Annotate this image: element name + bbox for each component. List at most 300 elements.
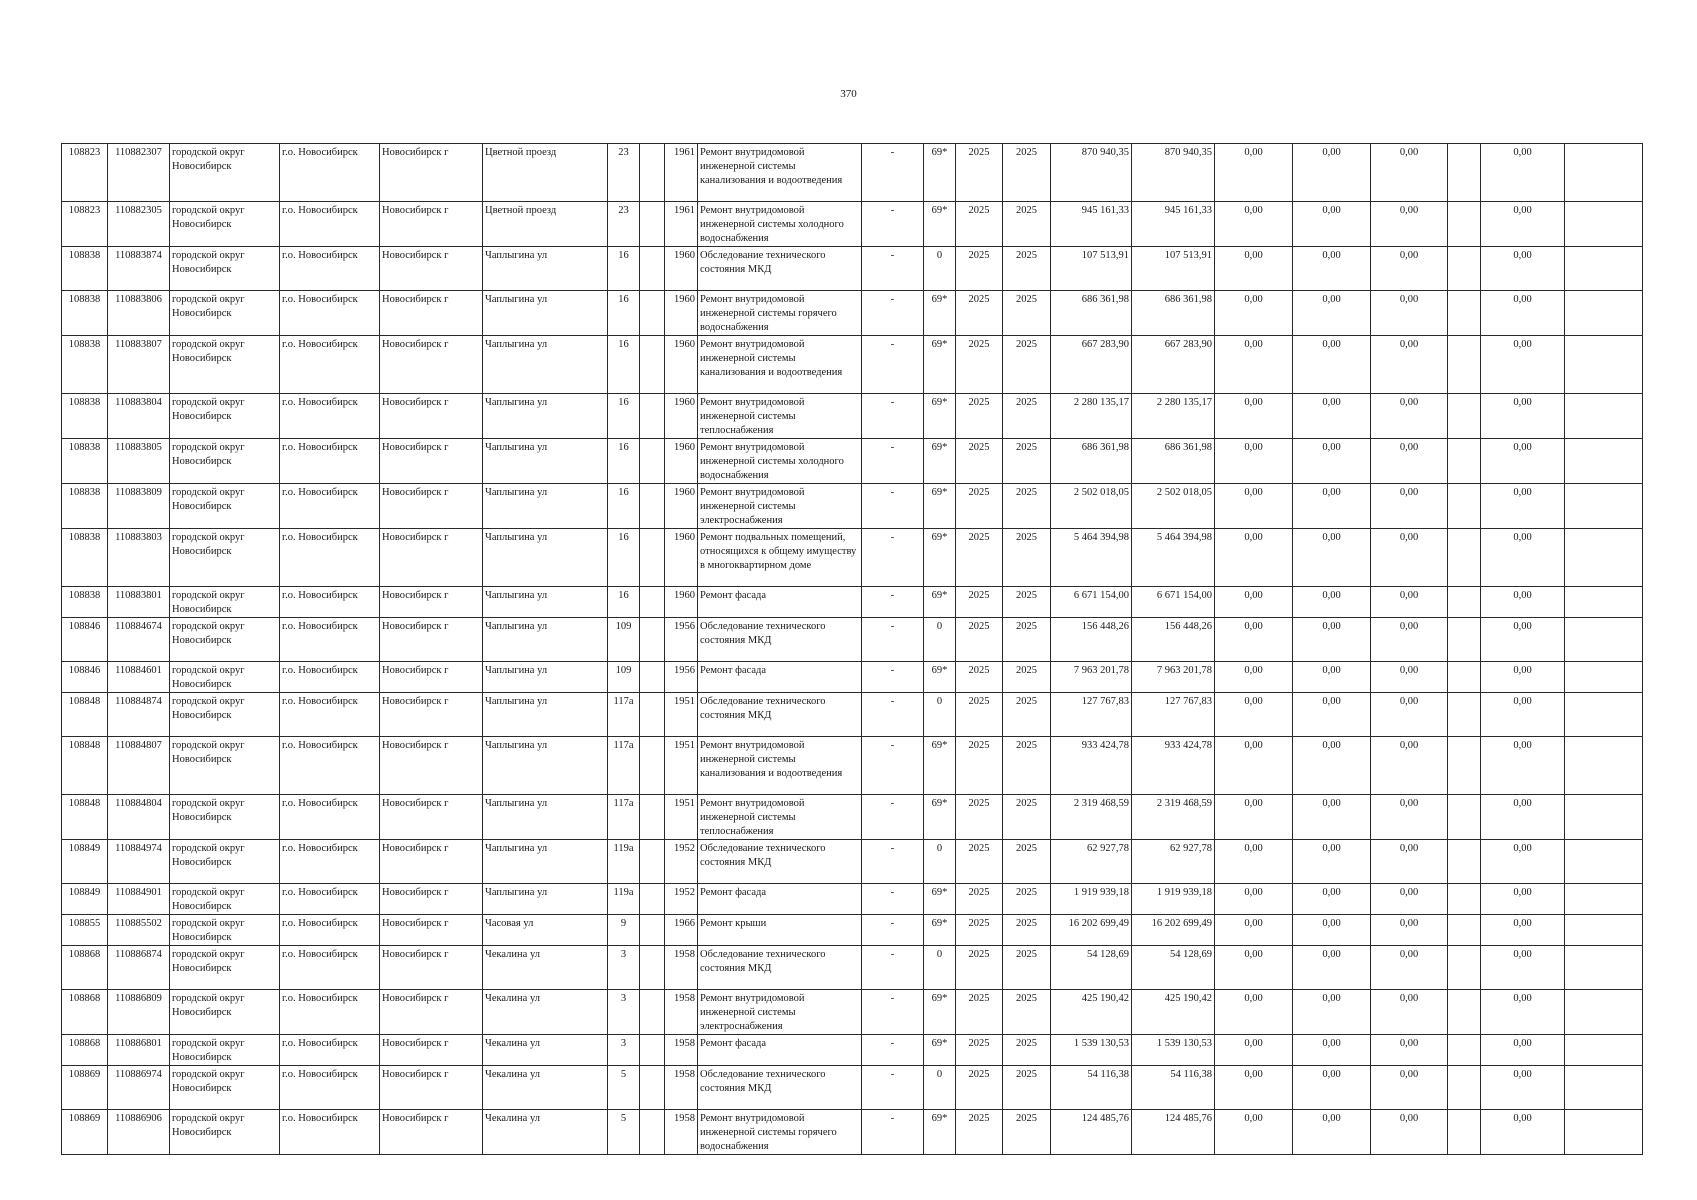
cell-norm-code: 69* bbox=[924, 587, 956, 618]
cell-regional-funds: 0,00 bbox=[1293, 394, 1371, 439]
cell-total-cost: 156 448,26 bbox=[1051, 618, 1132, 662]
cell-reserve-field bbox=[1448, 439, 1481, 484]
cell-owner-funds: 0,00 bbox=[1481, 587, 1565, 618]
cell-reserve-field bbox=[1448, 1066, 1481, 1110]
cell-regional-funds: 0,00 bbox=[1293, 587, 1371, 618]
cell-reserve-field bbox=[1448, 1035, 1481, 1066]
cell-year-built: 1951 bbox=[665, 737, 698, 795]
cell-fund-cost: 2 280 135,17 bbox=[1132, 394, 1215, 439]
cell-street: Чаплыгина ул bbox=[483, 884, 608, 915]
cell-total-cost: 54 116,38 bbox=[1051, 1066, 1132, 1110]
cell-fund-cost: 686 361,98 bbox=[1132, 439, 1215, 484]
cell-street: Чекалина ул bbox=[483, 1035, 608, 1066]
cell-federal-funds: 0,00 bbox=[1215, 291, 1293, 336]
cell-norm-code: 0 bbox=[924, 693, 956, 737]
cell-reserve-field bbox=[1448, 484, 1481, 529]
cell-fund-cost: 62 927,78 bbox=[1132, 840, 1215, 884]
cell-municipality: городской округ Новосибирск bbox=[170, 291, 280, 336]
cell-owner-funds: 0,00 bbox=[1481, 662, 1565, 693]
cell-building bbox=[640, 484, 665, 529]
cell-note bbox=[1565, 915, 1643, 946]
cell-year-built: 1951 bbox=[665, 795, 698, 840]
cell-work-id: 110883803 bbox=[108, 529, 170, 587]
cell-municipal-funds: 0,00 bbox=[1371, 247, 1448, 291]
cell-locality: Новосибирск г bbox=[380, 439, 483, 484]
cell-reserve-field bbox=[1448, 737, 1481, 795]
cell-owner-funds: 0,00 bbox=[1481, 618, 1565, 662]
cell-district: г.о. Новосибирск bbox=[280, 618, 380, 662]
cell-plan-end-year: 2025 bbox=[1003, 336, 1051, 394]
cell-total-cost: 1 919 939,18 bbox=[1051, 884, 1132, 915]
cell-year-built: 1960 bbox=[665, 247, 698, 291]
cell-total-cost: 870 940,35 bbox=[1051, 144, 1132, 202]
cell-locality: Новосибирск г bbox=[380, 693, 483, 737]
cell-plan-start-year: 2025 bbox=[956, 587, 1003, 618]
cell-municipal-funds: 0,00 bbox=[1371, 336, 1448, 394]
cell-house-number: 109 bbox=[608, 618, 640, 662]
cell-district: г.о. Новосибирск bbox=[280, 990, 380, 1035]
cell-work-type: Обследование технического состояния МКД bbox=[698, 247, 862, 291]
cell-work-type: Ремонт внутридомовой инженерной системы теплоснабжения bbox=[698, 795, 862, 840]
cell-street: Чаплыгина ул bbox=[483, 529, 608, 587]
cell-regional-funds: 0,00 bbox=[1293, 1066, 1371, 1110]
table-row bbox=[62, 439, 1643, 484]
cell-year-built: 1960 bbox=[665, 291, 698, 336]
cell-plan-end-year: 2025 bbox=[1003, 247, 1051, 291]
cell-fund-cost: 54 128,69 bbox=[1132, 946, 1215, 990]
table-row bbox=[62, 795, 1643, 840]
cell-work-id: 110884601 bbox=[108, 662, 170, 693]
cell-district: г.о. Новосибирск bbox=[280, 529, 380, 587]
cell-house-id: 108838 bbox=[62, 529, 108, 587]
cell-norm-code: 69* bbox=[924, 990, 956, 1035]
cell-locality: Новосибирск г bbox=[380, 336, 483, 394]
cell-municipality: городской округ Новосибирск bbox=[170, 529, 280, 587]
cell-locality: Новосибирск г bbox=[380, 946, 483, 990]
cell-plan-end-year: 2025 bbox=[1003, 884, 1051, 915]
cell-work-id: 110884804 bbox=[108, 795, 170, 840]
cell-blank-field: - bbox=[862, 587, 924, 618]
cell-reserve-field bbox=[1448, 915, 1481, 946]
cell-fund-cost: 1 919 939,18 bbox=[1132, 884, 1215, 915]
cell-blank-field: - bbox=[862, 202, 924, 247]
cell-reserve-field bbox=[1448, 662, 1481, 693]
cell-norm-code: 0 bbox=[924, 1066, 956, 1110]
cell-street: Чаплыгина ул bbox=[483, 737, 608, 795]
cell-reserve-field bbox=[1448, 529, 1481, 587]
cell-total-cost: 933 424,78 bbox=[1051, 737, 1132, 795]
cell-work-id: 110883806 bbox=[108, 291, 170, 336]
cell-municipal-funds: 0,00 bbox=[1371, 737, 1448, 795]
cell-plan-start-year: 2025 bbox=[956, 915, 1003, 946]
cell-owner-funds: 0,00 bbox=[1481, 291, 1565, 336]
cell-owner-funds: 0,00 bbox=[1481, 144, 1565, 202]
cell-blank-field: - bbox=[862, 884, 924, 915]
table-row bbox=[62, 1066, 1643, 1110]
table-row bbox=[62, 915, 1643, 946]
cell-owner-funds: 0,00 bbox=[1481, 394, 1565, 439]
cell-work-id: 110885502 bbox=[108, 915, 170, 946]
cell-municipality: городской округ Новосибирск bbox=[170, 484, 280, 529]
cell-federal-funds: 0,00 bbox=[1215, 1110, 1293, 1155]
cell-work-id: 110883801 bbox=[108, 587, 170, 618]
cell-house-id: 108838 bbox=[62, 247, 108, 291]
cell-note bbox=[1565, 202, 1643, 247]
cell-norm-code: 69* bbox=[924, 144, 956, 202]
cell-house-id: 108846 bbox=[62, 662, 108, 693]
cell-regional-funds: 0,00 bbox=[1293, 884, 1371, 915]
cell-plan-start-year: 2025 bbox=[956, 247, 1003, 291]
cell-reserve-field bbox=[1448, 394, 1481, 439]
cell-regional-funds: 0,00 bbox=[1293, 1110, 1371, 1155]
cell-house-number: 16 bbox=[608, 336, 640, 394]
cell-work-id: 110886801 bbox=[108, 1035, 170, 1066]
cell-owner-funds: 0,00 bbox=[1481, 529, 1565, 587]
cell-plan-end-year: 2025 bbox=[1003, 484, 1051, 529]
cell-house-id: 108838 bbox=[62, 291, 108, 336]
cell-municipal-funds: 0,00 bbox=[1371, 202, 1448, 247]
cell-year-built: 1961 bbox=[665, 202, 698, 247]
cell-street: Чекалина ул bbox=[483, 990, 608, 1035]
table-row bbox=[62, 202, 1643, 247]
cell-locality: Новосибирск г bbox=[380, 618, 483, 662]
cell-municipal-funds: 0,00 bbox=[1371, 915, 1448, 946]
cell-district: г.о. Новосибирск bbox=[280, 662, 380, 693]
cell-plan-end-year: 2025 bbox=[1003, 662, 1051, 693]
cell-year-built: 1958 bbox=[665, 1066, 698, 1110]
cell-owner-funds: 0,00 bbox=[1481, 484, 1565, 529]
cell-fund-cost: 686 361,98 bbox=[1132, 291, 1215, 336]
cell-plan-end-year: 2025 bbox=[1003, 1066, 1051, 1110]
cell-year-built: 1952 bbox=[665, 884, 698, 915]
cell-plan-start-year: 2025 bbox=[956, 795, 1003, 840]
cell-municipal-funds: 0,00 bbox=[1371, 693, 1448, 737]
cell-work-id: 110886809 bbox=[108, 990, 170, 1035]
cell-municipality: городской округ Новосибирск bbox=[170, 144, 280, 202]
cell-blank-field: - bbox=[862, 737, 924, 795]
cell-federal-funds: 0,00 bbox=[1215, 1035, 1293, 1066]
cell-owner-funds: 0,00 bbox=[1481, 336, 1565, 394]
cell-fund-cost: 16 202 699,49 bbox=[1132, 915, 1215, 946]
cell-municipal-funds: 0,00 bbox=[1371, 946, 1448, 990]
cell-note bbox=[1565, 394, 1643, 439]
cell-note bbox=[1565, 1110, 1643, 1155]
cell-work-id: 110884874 bbox=[108, 693, 170, 737]
cell-house-id: 108848 bbox=[62, 737, 108, 795]
cell-work-type: Ремонт внутридомовой инженерной системы холодного водоснабжения bbox=[698, 202, 862, 247]
cell-plan-end-year: 2025 bbox=[1003, 587, 1051, 618]
cell-house-number: 16 bbox=[608, 529, 640, 587]
cell-house-number: 117а bbox=[608, 795, 640, 840]
cell-building bbox=[640, 587, 665, 618]
cell-work-type: Ремонт внутридомовой инженерной системы электроснабжения bbox=[698, 990, 862, 1035]
cell-work-type: Ремонт фасада bbox=[698, 884, 862, 915]
cell-total-cost: 945 161,33 bbox=[1051, 202, 1132, 247]
cell-federal-funds: 0,00 bbox=[1215, 662, 1293, 693]
cell-note bbox=[1565, 1035, 1643, 1066]
cell-house-id: 108868 bbox=[62, 946, 108, 990]
cell-work-type: Обследование технического состояния МКД bbox=[698, 1066, 862, 1110]
cell-reserve-field bbox=[1448, 946, 1481, 990]
cell-street: Чаплыгина ул bbox=[483, 394, 608, 439]
cell-blank-field: - bbox=[862, 1110, 924, 1155]
cell-plan-end-year: 2025 bbox=[1003, 394, 1051, 439]
cell-regional-funds: 0,00 bbox=[1293, 439, 1371, 484]
cell-building bbox=[640, 1035, 665, 1066]
cell-total-cost: 5 464 394,98 bbox=[1051, 529, 1132, 587]
cell-total-cost: 667 283,90 bbox=[1051, 336, 1132, 394]
cell-reserve-field bbox=[1448, 990, 1481, 1035]
cell-building bbox=[640, 618, 665, 662]
cell-note bbox=[1565, 662, 1643, 693]
cell-work-type: Ремонт фасада bbox=[698, 587, 862, 618]
cell-fund-cost: 945 161,33 bbox=[1132, 202, 1215, 247]
cell-note bbox=[1565, 247, 1643, 291]
cell-municipality: городской округ Новосибирск bbox=[170, 439, 280, 484]
cell-owner-funds: 0,00 bbox=[1481, 990, 1565, 1035]
cell-plan-end-year: 2025 bbox=[1003, 202, 1051, 247]
cell-house-id: 108838 bbox=[62, 394, 108, 439]
cell-municipality: городской округ Новосибирск bbox=[170, 1035, 280, 1066]
cell-owner-funds: 0,00 bbox=[1481, 247, 1565, 291]
cell-note bbox=[1565, 144, 1643, 202]
cell-norm-code: 69* bbox=[924, 915, 956, 946]
cell-municipal-funds: 0,00 bbox=[1371, 484, 1448, 529]
cell-reserve-field bbox=[1448, 618, 1481, 662]
cell-fund-cost: 2 502 018,05 bbox=[1132, 484, 1215, 529]
cell-note bbox=[1565, 1066, 1643, 1110]
cell-locality: Новосибирск г bbox=[380, 840, 483, 884]
cell-fund-cost: 425 190,42 bbox=[1132, 990, 1215, 1035]
cell-note bbox=[1565, 529, 1643, 587]
cell-municipal-funds: 0,00 bbox=[1371, 1110, 1448, 1155]
cell-norm-code: 69* bbox=[924, 662, 956, 693]
cell-regional-funds: 0,00 bbox=[1293, 202, 1371, 247]
cell-note bbox=[1565, 693, 1643, 737]
cell-owner-funds: 0,00 bbox=[1481, 202, 1565, 247]
cell-blank-field: - bbox=[862, 247, 924, 291]
cell-street: Чаплыгина ул bbox=[483, 484, 608, 529]
cell-plan-start-year: 2025 bbox=[956, 1035, 1003, 1066]
cell-work-id: 110884674 bbox=[108, 618, 170, 662]
cell-plan-end-year: 2025 bbox=[1003, 915, 1051, 946]
cell-year-built: 1952 bbox=[665, 840, 698, 884]
cell-building bbox=[640, 662, 665, 693]
cell-work-type: Ремонт внутридомовой инженерной системы горячего водоснабжения bbox=[698, 291, 862, 336]
cell-fund-cost: 6 671 154,00 bbox=[1132, 587, 1215, 618]
cell-total-cost: 2 280 135,17 bbox=[1051, 394, 1132, 439]
cell-norm-code: 69* bbox=[924, 1110, 956, 1155]
cell-municipality: городской округ Новосибирск bbox=[170, 915, 280, 946]
repair-registry-table bbox=[61, 143, 1643, 1155]
cell-note bbox=[1565, 795, 1643, 840]
cell-district: г.о. Новосибирск bbox=[280, 737, 380, 795]
cell-blank-field: - bbox=[862, 336, 924, 394]
cell-municipality: городской округ Новосибирск bbox=[170, 884, 280, 915]
cell-regional-funds: 0,00 bbox=[1293, 529, 1371, 587]
cell-total-cost: 1 539 130,53 bbox=[1051, 1035, 1132, 1066]
cell-regional-funds: 0,00 bbox=[1293, 737, 1371, 795]
cell-plan-end-year: 2025 bbox=[1003, 1110, 1051, 1155]
cell-locality: Новосибирск г bbox=[380, 662, 483, 693]
cell-house-number: 16 bbox=[608, 394, 640, 439]
cell-district: г.о. Новосибирск bbox=[280, 202, 380, 247]
cell-regional-funds: 0,00 bbox=[1293, 291, 1371, 336]
cell-house-id: 108823 bbox=[62, 202, 108, 247]
cell-plan-end-year: 2025 bbox=[1003, 946, 1051, 990]
cell-municipality: городской округ Новосибирск bbox=[170, 946, 280, 990]
cell-blank-field: - bbox=[862, 144, 924, 202]
cell-street: Чаплыгина ул bbox=[483, 439, 608, 484]
cell-work-type: Ремонт внутридомовой инженерной системы теплоснабжения bbox=[698, 394, 862, 439]
cell-year-built: 1956 bbox=[665, 662, 698, 693]
cell-district: г.о. Новосибирск bbox=[280, 795, 380, 840]
cell-reserve-field bbox=[1448, 202, 1481, 247]
table-row bbox=[62, 144, 1643, 202]
cell-street: Чекалина ул bbox=[483, 1066, 608, 1110]
cell-locality: Новосибирск г bbox=[380, 1066, 483, 1110]
cell-house-number: 109 bbox=[608, 662, 640, 693]
cell-plan-end-year: 2025 bbox=[1003, 291, 1051, 336]
cell-work-id: 110882307 bbox=[108, 144, 170, 202]
cell-municipal-funds: 0,00 bbox=[1371, 529, 1448, 587]
cell-house-number: 16 bbox=[608, 484, 640, 529]
cell-street: Чаплыгина ул bbox=[483, 587, 608, 618]
cell-owner-funds: 0,00 bbox=[1481, 795, 1565, 840]
cell-reserve-field bbox=[1448, 144, 1481, 202]
cell-locality: Новосибирск г bbox=[380, 484, 483, 529]
table-row bbox=[62, 529, 1643, 587]
cell-federal-funds: 0,00 bbox=[1215, 202, 1293, 247]
table-row bbox=[62, 587, 1643, 618]
cell-work-id: 110883804 bbox=[108, 394, 170, 439]
cell-municipal-funds: 0,00 bbox=[1371, 840, 1448, 884]
cell-blank-field: - bbox=[862, 946, 924, 990]
cell-regional-funds: 0,00 bbox=[1293, 915, 1371, 946]
cell-street: Чаплыгина ул bbox=[483, 795, 608, 840]
cell-street: Чекалина ул bbox=[483, 1110, 608, 1155]
cell-house-id: 108838 bbox=[62, 336, 108, 394]
cell-street: Чаплыгина ул bbox=[483, 840, 608, 884]
cell-owner-funds: 0,00 bbox=[1481, 439, 1565, 484]
cell-plan-start-year: 2025 bbox=[956, 990, 1003, 1035]
cell-total-cost: 686 361,98 bbox=[1051, 291, 1132, 336]
cell-work-id: 110883805 bbox=[108, 439, 170, 484]
cell-note bbox=[1565, 840, 1643, 884]
cell-note bbox=[1565, 737, 1643, 795]
cell-building bbox=[640, 1110, 665, 1155]
cell-street: Чаплыгина ул bbox=[483, 618, 608, 662]
cell-building bbox=[640, 144, 665, 202]
cell-work-id: 110883807 bbox=[108, 336, 170, 394]
cell-work-type: Ремонт подвальных помещений, относящихся к общему имуществу в многоквартирном доме bbox=[698, 529, 862, 587]
cell-house-number: 119а bbox=[608, 884, 640, 915]
cell-plan-start-year: 2025 bbox=[956, 202, 1003, 247]
cell-norm-code: 69* bbox=[924, 202, 956, 247]
cell-federal-funds: 0,00 bbox=[1215, 737, 1293, 795]
cell-district: г.о. Новосибирск bbox=[280, 439, 380, 484]
cell-owner-funds: 0,00 bbox=[1481, 737, 1565, 795]
cell-regional-funds: 0,00 bbox=[1293, 1035, 1371, 1066]
cell-fund-cost: 667 283,90 bbox=[1132, 336, 1215, 394]
cell-note bbox=[1565, 336, 1643, 394]
cell-blank-field: - bbox=[862, 795, 924, 840]
cell-plan-end-year: 2025 bbox=[1003, 1035, 1051, 1066]
cell-municipality: городской округ Новосибирск bbox=[170, 662, 280, 693]
cell-blank-field: - bbox=[862, 990, 924, 1035]
cell-district: г.о. Новосибирск bbox=[280, 336, 380, 394]
cell-federal-funds: 0,00 bbox=[1215, 529, 1293, 587]
cell-fund-cost: 1 539 130,53 bbox=[1132, 1035, 1215, 1066]
cell-work-type: Ремонт крыши bbox=[698, 915, 862, 946]
cell-house-id: 108838 bbox=[62, 587, 108, 618]
cell-federal-funds: 0,00 bbox=[1215, 439, 1293, 484]
cell-norm-code: 0 bbox=[924, 618, 956, 662]
cell-plan-start-year: 2025 bbox=[956, 144, 1003, 202]
cell-fund-cost: 127 767,83 bbox=[1132, 693, 1215, 737]
cell-regional-funds: 0,00 bbox=[1293, 144, 1371, 202]
table-row bbox=[62, 840, 1643, 884]
cell-municipality: городской округ Новосибирск bbox=[170, 587, 280, 618]
cell-building bbox=[640, 529, 665, 587]
cell-district: г.о. Новосибирск bbox=[280, 291, 380, 336]
cell-norm-code: 69* bbox=[924, 484, 956, 529]
cell-work-type: Ремонт внутридомовой инженерной системы канализования и водоотведения bbox=[698, 144, 862, 202]
cell-fund-cost: 933 424,78 bbox=[1132, 737, 1215, 795]
cell-plan-end-year: 2025 bbox=[1003, 795, 1051, 840]
cell-plan-end-year: 2025 bbox=[1003, 618, 1051, 662]
cell-federal-funds: 0,00 bbox=[1215, 840, 1293, 884]
cell-work-type: Ремонт фасада bbox=[698, 1035, 862, 1066]
cell-fund-cost: 870 940,35 bbox=[1132, 144, 1215, 202]
cell-locality: Новосибирск г bbox=[380, 990, 483, 1035]
cell-locality: Новосибирск г bbox=[380, 291, 483, 336]
cell-house-number: 3 bbox=[608, 946, 640, 990]
cell-federal-funds: 0,00 bbox=[1215, 693, 1293, 737]
cell-house-number: 16 bbox=[608, 247, 640, 291]
cell-district: г.о. Новосибирск bbox=[280, 144, 380, 202]
cell-house-id: 108868 bbox=[62, 990, 108, 1035]
cell-house-number: 3 bbox=[608, 1035, 640, 1066]
cell-year-built: 1960 bbox=[665, 336, 698, 394]
cell-note bbox=[1565, 484, 1643, 529]
cell-district: г.о. Новосибирск bbox=[280, 1110, 380, 1155]
cell-street: Чаплыгина ул bbox=[483, 247, 608, 291]
cell-building bbox=[640, 795, 665, 840]
cell-total-cost: 107 513,91 bbox=[1051, 247, 1132, 291]
cell-district: г.о. Новосибирск bbox=[280, 884, 380, 915]
cell-work-type: Обследование технического состояния МКД bbox=[698, 693, 862, 737]
cell-reserve-field bbox=[1448, 291, 1481, 336]
cell-district: г.о. Новосибирск bbox=[280, 484, 380, 529]
cell-plan-start-year: 2025 bbox=[956, 840, 1003, 884]
cell-total-cost: 686 361,98 bbox=[1051, 439, 1132, 484]
cell-municipality: городской округ Новосибирск bbox=[170, 247, 280, 291]
cell-building bbox=[640, 202, 665, 247]
cell-house-id: 108846 bbox=[62, 618, 108, 662]
cell-work-id: 110884974 bbox=[108, 840, 170, 884]
cell-building bbox=[640, 394, 665, 439]
cell-fund-cost: 2 319 468,59 bbox=[1132, 795, 1215, 840]
cell-regional-funds: 0,00 bbox=[1293, 946, 1371, 990]
cell-federal-funds: 0,00 bbox=[1215, 990, 1293, 1035]
cell-year-built: 1960 bbox=[665, 587, 698, 618]
cell-work-id: 110882305 bbox=[108, 202, 170, 247]
cell-work-type: Ремонт фасада bbox=[698, 662, 862, 693]
cell-work-type: Ремонт внутридомовой инженерной системы холодного водоснабжения bbox=[698, 439, 862, 484]
cell-norm-code: 69* bbox=[924, 394, 956, 439]
cell-regional-funds: 0,00 bbox=[1293, 840, 1371, 884]
